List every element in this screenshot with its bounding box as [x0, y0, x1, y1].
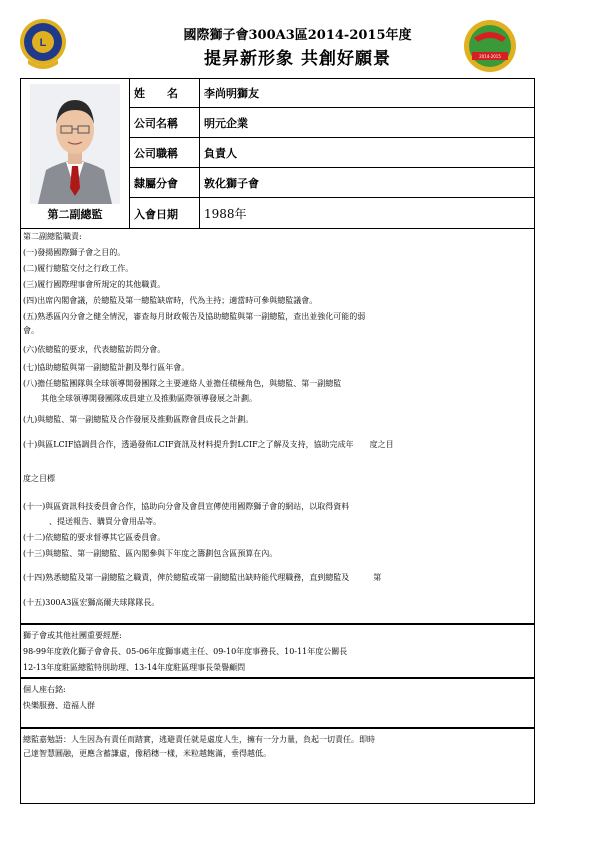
- duty-item: (十五)300A3區宏獅高爾夫球隊隊長。: [23, 598, 160, 607]
- duty-item: (十一)與區資訊科技委員會合作，協助向分會及會員宣傳使用國際獅子會的網站，以取得資料: [23, 502, 350, 511]
- row-title: [130, 138, 535, 168]
- club-value: 敦化獅子會: [204, 176, 259, 190]
- message-line: 己達智慧圓融，更應含蓄謙虛，像稻穗一樣，米粒越飽滿，垂得越低。: [23, 749, 271, 758]
- join-date-value: 1988年: [204, 207, 247, 221]
- document-title: 國際獅子會300A3區2014-2015年度: [183, 28, 412, 43]
- duty-item: (十)與區LCIF協調員合作，透過發佈LCIF資訊及材料提升對LCIF之了解及支持，協助完成年 度之目: [23, 440, 394, 449]
- join-date-label: 入會日期: [130, 198, 200, 229]
- experience-heading: 獅子會或其他社團重要經歷:: [23, 631, 122, 640]
- motto-heading: 個人座右銘:: [23, 685, 66, 694]
- lions-emblem-icon: [18, 16, 68, 72]
- duty-item: (八)擔任總監團隊與全球領導開發團隊之主要連絡人並擔任積極角色，與總監、第一副總監: [23, 379, 342, 388]
- duty-item: (十三)與總監、第一副總監、區內閣參與下年度之籌劃包含區預算在內。: [23, 549, 278, 558]
- duty-item: (七)協助總監與第一副總監計劃及舉行區年會。: [23, 363, 190, 372]
- duties-heading: 第二副總監職責:: [23, 232, 82, 241]
- motto-section: [20, 678, 535, 728]
- duty-item: (三)履行國際理事會所規定的其他職責。: [23, 280, 166, 289]
- duty-item: (一)發揚國際獅子會之目的。: [23, 248, 126, 257]
- duty-item: (五)熟悉區內分會之健全情況，審查每月財政報告及協助總監與第一副總監，查出並強化可能的弱: [23, 312, 366, 321]
- person-portrait-icon: [20, 78, 130, 206]
- job-title-value: 負責人: [204, 146, 237, 160]
- duty-item: 會。: [23, 326, 39, 335]
- row-join-date: [130, 198, 535, 229]
- company-value: 明元企業: [204, 116, 248, 130]
- duty-item: (六)依總監的要求，代表總監訪問分會。: [23, 345, 166, 354]
- duty-item: (十二)依總監的要求督導其它區委員會。: [23, 533, 166, 542]
- position-caption: 第二副總監: [47, 208, 103, 221]
- lions-international-logo: [18, 16, 68, 72]
- governor-message-section: [20, 728, 535, 804]
- message-line: 總監嘉勉語：人生因為有責任而踏實，逃避責任就是虛度人生，擁有一分力量，負起一切責任。即時: [23, 735, 375, 744]
- name-label: 姓 名: [130, 78, 200, 107]
- duties-section: [20, 229, 535, 624]
- svg-text:L: L: [39, 37, 47, 49]
- theme-emblem-icon: [462, 18, 518, 76]
- svg-text:2014-2015: 2014-2015: [479, 54, 501, 59]
- company-label: 公司名稱: [130, 108, 200, 137]
- duty-item: (九)與總監、第一副總監及合作發展及推動區際會員成長之計劃。: [23, 415, 254, 424]
- duty-item: (四)出席內閣會議，於總監及第一總監缺席時，代為主持；適當時可參與總監議會。: [23, 296, 318, 305]
- theme-logo: [462, 18, 518, 76]
- row-company: [130, 108, 535, 138]
- row-club: [130, 168, 535, 198]
- job-title-label: 公司職稱: [130, 138, 200, 167]
- experience-line: 98-99年度敦化獅子會會長、05-06年度獅事處主任、09-10年度事務長、10-11年度公關長: [23, 647, 348, 656]
- duty-item: (十四)熟悉總監及第一副總監之職責，俾於總監或第一副總監出缺時能代理職務，直到總監及 第: [23, 573, 382, 582]
- experience-line: 12-13年度駐區總監特別助理、13-14年度駐區理事長榮譽顧問: [23, 663, 246, 672]
- row-name: [130, 78, 535, 108]
- club-label: 隸屬分會: [130, 168, 200, 197]
- duty-item: 度之目標: [23, 474, 55, 483]
- duty-item: 其他全球領導開發團隊成員建立及推動區際領導發展之計劃。: [41, 394, 257, 403]
- duty-item: (二)履行總監交付之行政工作。: [23, 264, 134, 273]
- duty-item: 、提送報告、購買分會用品等。: [49, 517, 161, 526]
- motto-text: 快樂服務、造福人群: [23, 701, 95, 710]
- name-value: 李尚明獅友: [204, 86, 259, 100]
- experience-section: [20, 624, 535, 678]
- document-subtitle: 提昇新形象 共創好願景: [204, 49, 391, 69]
